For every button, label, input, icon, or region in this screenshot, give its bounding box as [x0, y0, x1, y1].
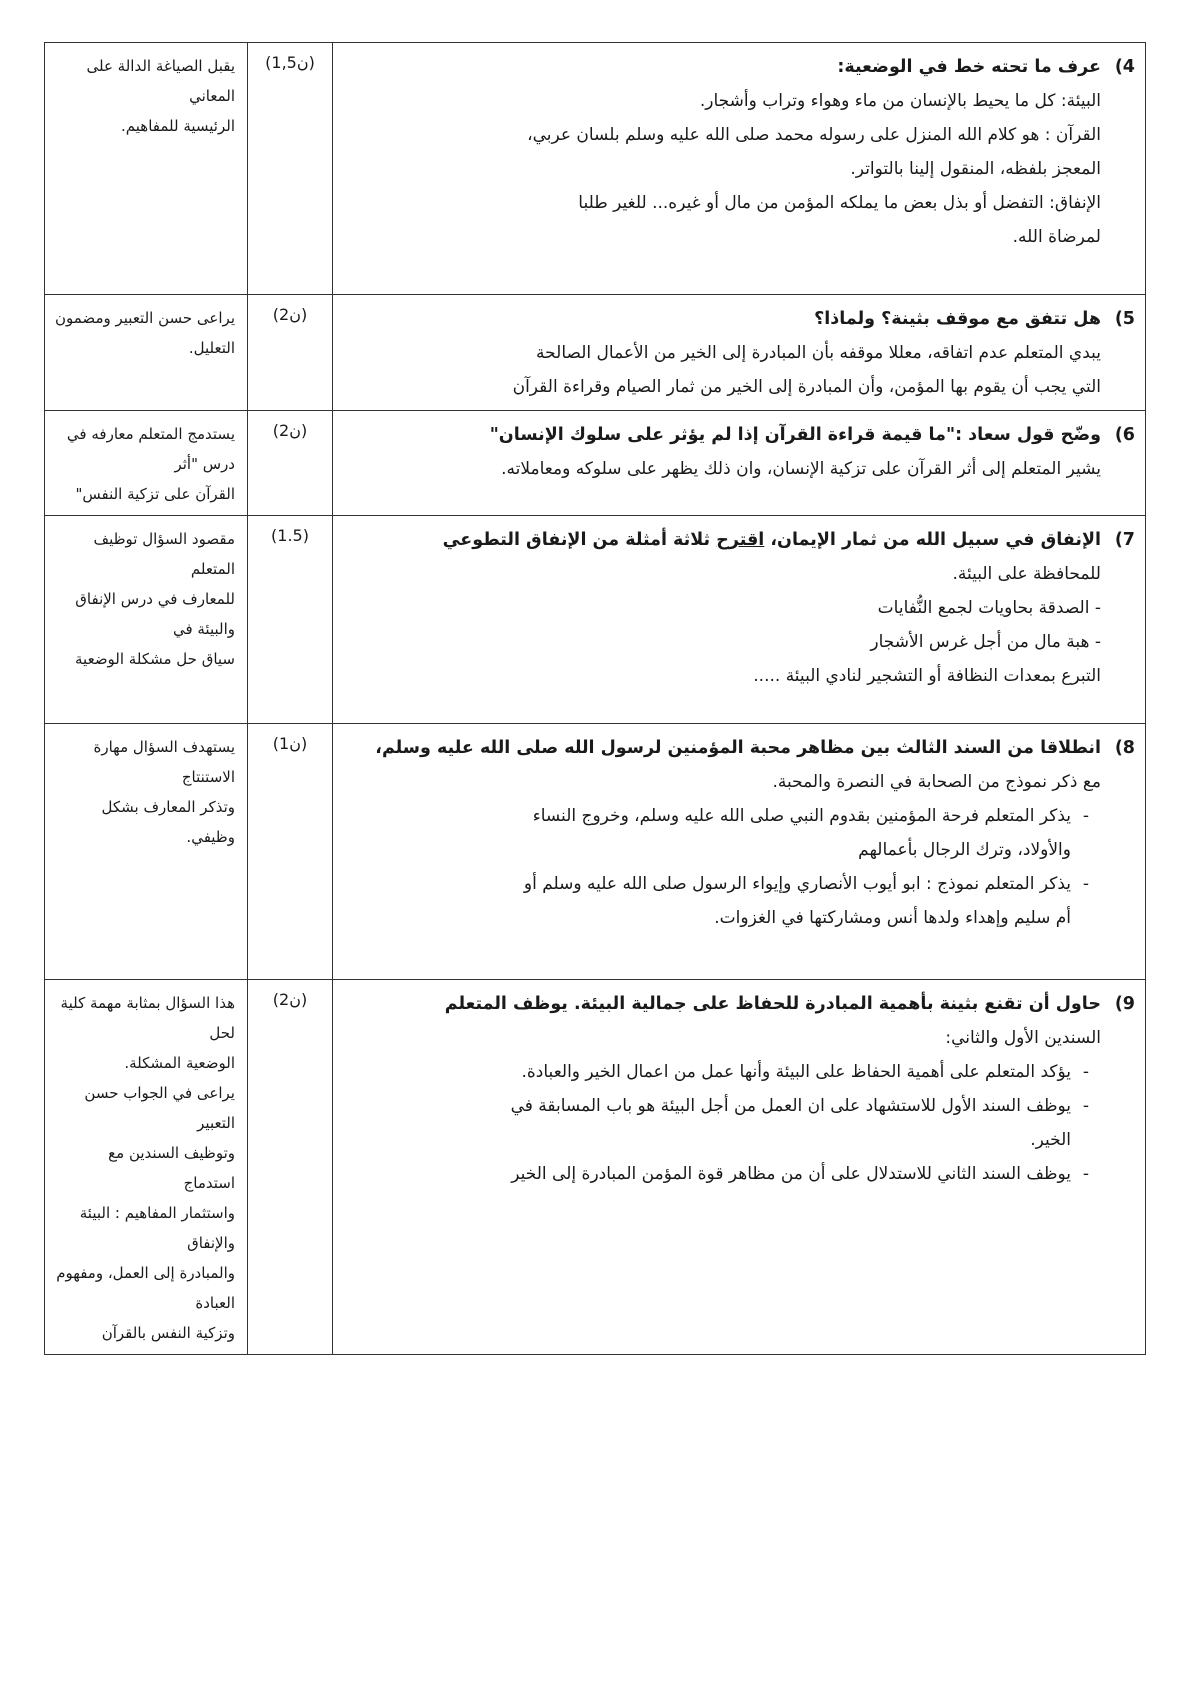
table-row: [45, 43, 1146, 295]
notes-cell: [45, 980, 248, 1355]
answer-block: [345, 84, 1135, 254]
answer-line: يبدي المتعلم عدم اتفاقه، معللا موقفه بأن المبادرة إلى الخير من الأعمال الصالحة: [536, 343, 1101, 363]
answer-line: التي يجب أن يقوم بها المؤمن، وأن المبادرة إلى الخير من ثمار الصيام وقراءة القرآن: [512, 377, 1101, 397]
marks-cell: (2ن): [248, 411, 333, 516]
answer-line: التبرع بمعدات النظافة أو التشجير لنادي البيئة .....: [753, 666, 1101, 686]
answer-line: القرآن : هو كلام الله المنزل على رسوله محمد صلى الله عليه وسلم بلسان عربي،: [527, 125, 1101, 145]
table-row: [45, 295, 1146, 411]
marks-cell: (1,5ن): [248, 43, 333, 295]
bullet-item: - يوظف السند الثاني للاستدلال على أن من مظاهر قوة المؤمن المبادرة إلى الخير: [511, 1164, 1090, 1184]
question-text: هل تتفق مع موقف بثينة؟ ولماذا؟: [814, 309, 1101, 329]
answer-line: - هبة مال من أجل غرس الأشجار: [870, 632, 1101, 652]
question-number: (6: [1114, 425, 1135, 445]
answer-block: [345, 452, 1135, 486]
note-line: مقصود السؤال توظيف المتعلم: [93, 530, 235, 578]
answer-line: البيئة: كل ما يحيط بالإنسان من ماء وهواء وتراب وأشجار.: [699, 91, 1101, 111]
note-line: التعليل.: [188, 339, 235, 357]
answer-line: لمرضاة الله.: [1012, 227, 1101, 247]
question-number: (7: [1114, 530, 1135, 550]
notes-cell: [45, 295, 248, 411]
question-cell: [333, 43, 1146, 295]
note-line: وتوظيف السندين مع استدماج: [108, 1144, 235, 1192]
answer-block: [345, 557, 1135, 693]
question-text: وضّح قول سعاد :"ما قيمة قراءة القرآن إذا لم يؤثر على سلوك الإنسان": [489, 425, 1101, 445]
question-number: (5: [1114, 309, 1135, 329]
note-line: الوضعية المشكلة.: [124, 1054, 235, 1072]
note-line: يستهدف السؤال مهارة الاستنتاج: [93, 738, 235, 786]
note-line: يراعى في الجواب حسن التعبير: [84, 1084, 235, 1132]
note-line: القرآن على تزكية النفس": [75, 485, 235, 503]
bullet-item: - يذكر المتعلم نموذج : ابو أيوب الأنصاري وإيواء الرسول صلى الله عليه وسلم أو أم سليم وإهداء ولدها أنس ومشاركتها في الغزوات.: [523, 874, 1090, 928]
note-line: للمعارف في درس الإنفاق والبيئة في: [75, 590, 235, 638]
bullet-item: - يؤكد المتعلم على أهمية الحفاظ على البيئة وأنها عمل من اعمال الخير والعبادة.: [521, 1062, 1090, 1082]
bullet-item: - يذكر المتعلم فرحة المؤمنين بقدوم النبي صلى الله عليه وسلم، وخروج النساء والأولاد، وترك الرجال بأعمالهم: [532, 806, 1090, 860]
question-cell: [333, 411, 1146, 516]
question-number: (9: [1114, 994, 1135, 1014]
correction-sheet: [44, 42, 1142, 1355]
table-row: [45, 724, 1146, 980]
notes-cell: [45, 724, 248, 980]
marks-cell: (2ن): [248, 295, 333, 411]
answer-line: يشير المتعلم إلى أثر القرآن على تزكية الإنسان، وان ذلك يظهر على سلوكه ومعاملاته.: [501, 459, 1101, 479]
question-text: الإنفاق في سبيل الله من ثمار الإيمان، اقترح ثلاثة أمثلة من الإنفاق التطوعي: [442, 530, 1101, 550]
question-number: (4: [1114, 57, 1135, 77]
answer-block: [345, 1021, 1135, 1055]
answer-block: [345, 765, 1135, 799]
marks-cell: (2ن): [248, 980, 333, 1355]
table-row: [45, 516, 1146, 724]
answer-line: الإنفاق: التفضل أو بذل بعض ما يملكه المؤمن من مال أو غيره... للغير طلبا: [578, 193, 1101, 213]
note-line: الرئيسية للمفاهيم.: [121, 117, 235, 135]
table-row: [45, 980, 1146, 1355]
notes-cell: [45, 43, 248, 295]
note-line: وتزكية النفس بالقرآن: [101, 1324, 235, 1342]
question-text: عرف ما تحته خط في الوضعية:: [837, 57, 1101, 77]
question-continuation: للمحافظة على البيئة.: [952, 564, 1101, 584]
marks-cell: (1.5): [248, 516, 333, 724]
notes-cell: [45, 411, 248, 516]
question-continuation: السندين الأول والثاني:: [945, 1028, 1101, 1048]
table-row: [45, 411, 1146, 516]
notes-cell: [45, 516, 248, 724]
note-line: سياق حل مشكلة الوضعية: [75, 650, 235, 668]
answer-line: المعجز بلفظه، المنقول إلينا بالتواتر.: [850, 159, 1101, 179]
note-line: يقبل الصياغة الدالة على المعاني: [86, 57, 235, 105]
marks-cell: (1ن): [248, 724, 333, 980]
note-line: وتذكر المعارف بشكل وظيفي.: [101, 798, 235, 846]
question-continuation: مع ذكر نموذج من الصحابة في النصرة والمحبة.: [772, 772, 1101, 792]
underlined-verb: اقترح: [716, 530, 765, 550]
question-cell: [333, 724, 1146, 980]
answer-line: - الصدقة بحاويات لجمع النُّفايات: [877, 598, 1101, 618]
note-line: والمبادرة إلى العمل، ومفهوم العبادة: [56, 1264, 235, 1312]
question-cell: [333, 980, 1146, 1355]
note-line: واستثمار المفاهيم : البيئة والإنفاق: [79, 1204, 235, 1252]
question-number: (8: [1114, 738, 1135, 758]
bullet-item: - يوظف السند الأول للاستشهاد على ان العمل من أجل البيئة هو باب المسابقة في الخير.: [510, 1096, 1090, 1150]
question-text: حاول أن تقنع بثينة بأهمية المبادرة للحفاظ على جمالية البيئة. يوظف المتعلم: [444, 994, 1101, 1014]
note-line: يراعى حسن التعبير ومضمون: [55, 309, 235, 327]
answer-key-table: [44, 42, 1146, 1355]
question-cell: [333, 516, 1146, 724]
answer-block: [345, 336, 1135, 404]
question-text: انطلاقا من السند الثالث بين مظاهر محبة المؤمنين لرسول الله صلى الله عليه وسلم،: [375, 738, 1101, 758]
question-cell: [333, 295, 1146, 411]
note-line: يستدمج المتعلم معارفه في درس "أثر: [66, 425, 235, 473]
note-line: هذا السؤال بمثابة مهمة كلية لحل: [60, 994, 235, 1042]
